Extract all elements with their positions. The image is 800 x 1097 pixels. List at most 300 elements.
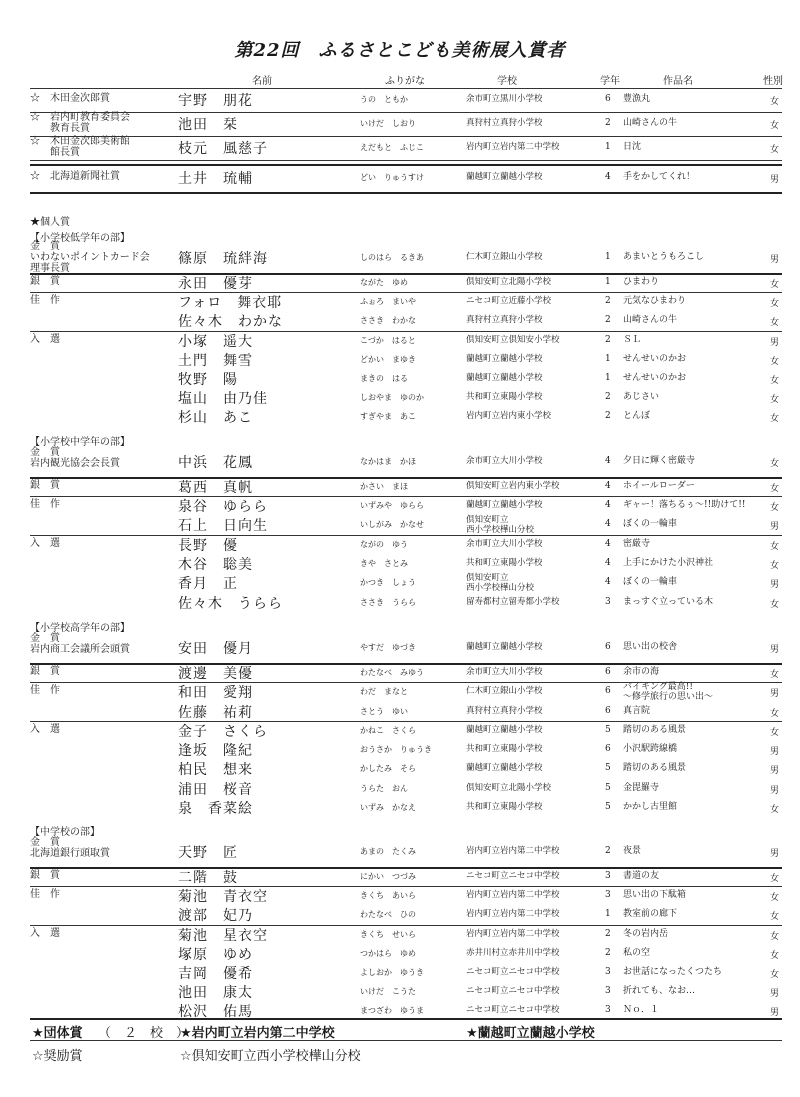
grade: 4 xyxy=(605,455,611,466)
winner-name: 木谷 聡美 xyxy=(178,557,253,574)
school-name: 共和町立東陽小学校 xyxy=(466,744,543,755)
table-row xyxy=(30,682,782,702)
table-row xyxy=(30,243,782,273)
table-row xyxy=(30,593,782,612)
winner-name: 逢坂 隆紀 xyxy=(178,743,253,760)
winner-furigana: いけだ しおり xyxy=(360,119,416,128)
sex: 女 xyxy=(770,395,780,406)
header-school: 学校 xyxy=(497,76,517,87)
header-work: 作品名 xyxy=(663,76,693,87)
work-title: 元気なひまわり xyxy=(623,296,687,307)
table-row xyxy=(30,702,782,721)
grade: 1 xyxy=(605,252,611,262)
sex: 男 xyxy=(770,747,780,758)
row-divider xyxy=(30,682,782,683)
table-row xyxy=(30,798,782,817)
school-name: 共和町立東陽小学校 xyxy=(466,392,543,403)
grade: 6 xyxy=(605,641,611,652)
award-label: 入 選 xyxy=(30,724,60,735)
work-title: 教室前の廊下 xyxy=(623,909,678,920)
school-name: 岩内町立岩内第二中学校 xyxy=(466,928,560,939)
work-title: あまいとうもろこし xyxy=(623,252,705,262)
table-row xyxy=(30,407,782,426)
work-title: ギャー！落ちるぅ～!!助けて!! xyxy=(623,499,746,510)
winner-furigana: うらた おん xyxy=(360,783,408,793)
school-name: 余市町立大川小学校 xyxy=(466,455,543,466)
winner-furigana: つかはら ゆめ xyxy=(360,948,416,958)
grade: 4 xyxy=(605,172,611,182)
award-label: 佳 作 xyxy=(30,684,60,696)
work-title: 踏切のある風景 xyxy=(623,763,687,774)
winner-furigana: あまの たくみ xyxy=(360,847,416,856)
row-divider xyxy=(30,88,782,89)
table-row xyxy=(30,496,782,515)
winner-name: フォロ 舞衣耶 xyxy=(178,295,283,312)
winner-furigana: うの ともか xyxy=(360,95,408,104)
work-title: 山崎さんの牛 xyxy=(623,118,678,128)
winner-name: 和田 愛翔 xyxy=(178,684,253,701)
winner-name: 佐藤 祐莉 xyxy=(178,704,253,721)
school-name: 倶知安町立倶知安小学校 xyxy=(466,334,560,345)
school-name: 岩内町立岩内第二中学校 xyxy=(466,909,560,920)
school-name: 仁木町立銀山小学校 xyxy=(466,685,543,696)
winner-name: 佐々木 わかな xyxy=(178,314,283,331)
sex: 女 xyxy=(770,912,780,923)
award-label: 金 賞 いわないポイントカード会 理事長賞 xyxy=(30,241,150,274)
sex: 男 xyxy=(770,785,780,796)
group-award-school-2: ★蘭越町立蘭越小学校 xyxy=(466,1026,595,1041)
row-divider xyxy=(30,292,782,293)
sex: 男 xyxy=(770,175,780,185)
winner-furigana: きくち あいら xyxy=(360,891,416,901)
winner-furigana: きくち せいら xyxy=(360,929,416,939)
school-name: 真狩村立真狩小学校 xyxy=(466,118,543,128)
table-row xyxy=(30,721,782,740)
table-row xyxy=(30,311,782,330)
grade: 5 xyxy=(605,801,611,812)
table-row xyxy=(30,515,782,535)
table-row xyxy=(30,350,782,369)
school-name: ニセコ町立ニセコ中学校 xyxy=(466,967,560,977)
group-award-label: ★団体賞 xyxy=(32,1026,83,1041)
sex: 女 xyxy=(770,874,780,884)
sex: 男 xyxy=(770,255,780,265)
winner-name: 菊池 青衣空 xyxy=(178,889,268,906)
school-name: 倶知安町立北陽小学校 xyxy=(466,277,552,287)
row-divider xyxy=(30,477,782,479)
winner-furigana: ながの ゆう xyxy=(360,540,408,549)
winner-furigana: しおやま ゆのか xyxy=(360,393,424,403)
sex: 女 xyxy=(770,561,780,572)
table-row xyxy=(30,136,782,160)
winner-furigana: いけだ こうた xyxy=(360,987,416,997)
school-name: 岩内町立岩内第二中学校 xyxy=(466,890,560,901)
table-row xyxy=(30,331,782,350)
work-title: ホイールローダー xyxy=(623,480,695,491)
grade: 3 xyxy=(605,597,611,608)
award-label: 金 賞 岩内観光協会会長賞 xyxy=(30,446,120,469)
work-title: 思い出の下駄箱 xyxy=(623,890,687,901)
row-divider xyxy=(30,867,782,869)
work-title: まっすぐ立っている木 xyxy=(623,597,714,608)
winner-furigana: かねこ さくら xyxy=(360,726,416,735)
grade: 6 xyxy=(605,744,611,755)
winner-name: 香月 正 xyxy=(178,576,238,593)
sex: 女 xyxy=(770,356,780,367)
school-name: 真狩村立真狩小学校 xyxy=(466,705,543,716)
sex: 男 xyxy=(770,580,780,591)
sex: 女 xyxy=(770,970,780,980)
winner-furigana: いずみ かなえ xyxy=(360,802,416,812)
award-label: 入 選 xyxy=(30,927,60,939)
row-divider xyxy=(30,160,782,161)
grade: 3 xyxy=(605,871,611,881)
grade: 5 xyxy=(605,763,611,774)
sex: 男 xyxy=(770,337,780,348)
work-title: 夜景 xyxy=(623,846,642,856)
winner-furigana: すぎやま あこ xyxy=(360,412,416,422)
work-title: 日沈 xyxy=(623,142,642,152)
sex: 女 xyxy=(770,299,780,310)
school-name: ニセコ町立ニセコ中学校 xyxy=(466,871,560,881)
grade: 2 xyxy=(605,947,611,958)
award-label: ☆ 北海道新聞社賞 xyxy=(30,171,120,182)
winner-name: 枝元 風慈子 xyxy=(178,141,268,157)
grade: 4 xyxy=(605,539,611,549)
school-name: 倶知安町立 西小学校樺山分校 xyxy=(466,515,535,535)
sex: 男 xyxy=(770,989,780,1000)
sex: 女 xyxy=(770,376,780,386)
work-title: ぼくの一輪車 xyxy=(623,577,678,588)
winner-furigana: ささき わかな xyxy=(360,316,416,326)
award-label: 入 選 xyxy=(30,538,60,549)
winner-furigana: しのはら るきあ xyxy=(360,253,424,262)
school-name: 倶知安町立北陽小学校 xyxy=(466,782,552,793)
winner-furigana: いずみや ゆらら xyxy=(360,500,424,510)
sex: 女 xyxy=(770,318,780,329)
school-name: 岩内町立岩内東小学校 xyxy=(466,411,552,422)
school-name: 余市町立黒川小学校 xyxy=(466,94,543,104)
row-divider xyxy=(30,1018,782,1020)
table-row xyxy=(30,982,782,1001)
sex: 女 xyxy=(770,280,780,290)
sex: 男 xyxy=(770,1008,780,1019)
winner-name: 牧野 陽 xyxy=(178,372,238,388)
winner-furigana: まつざわ ゆうま xyxy=(360,1006,424,1016)
grade: 6 xyxy=(605,705,611,716)
work-title: ひまわり xyxy=(623,277,660,287)
school-name: 共和町立東陽小学校 xyxy=(466,801,543,812)
award-label: 銀 賞 xyxy=(30,665,60,677)
section-heading: 【小学校高学年の部】 xyxy=(30,622,130,634)
grade: 3 xyxy=(605,890,611,901)
table-row xyxy=(30,663,782,682)
table-row xyxy=(30,535,782,554)
winner-name: 塩山 由乃佳 xyxy=(178,391,268,408)
grade: 2 xyxy=(605,928,611,939)
row-divider xyxy=(30,663,782,665)
sex: 男 xyxy=(770,849,780,859)
sex: 女 xyxy=(770,950,780,961)
school-name: 余市町立大川小学校 xyxy=(466,666,543,677)
row-divider xyxy=(30,136,782,137)
award-label: ☆ 岩内町教育委員会 教育長賞 xyxy=(30,112,130,134)
sex: 女 xyxy=(770,483,780,494)
work-title: 夕日に輝く密厳寺 xyxy=(623,455,696,466)
award-label: 金 賞 岩内商工会議所会頭賞 xyxy=(30,632,130,655)
sex: 男 xyxy=(770,688,780,699)
winner-furigana: かさい まほ xyxy=(360,481,408,491)
work-title: 上手にかけた小沢神社 xyxy=(623,558,714,569)
grade: 1 xyxy=(605,142,611,152)
winner-name: 長野 優 xyxy=(178,538,238,554)
grade: 2 xyxy=(605,846,611,856)
school-name: ニセコ町立ニセコ中学校 xyxy=(466,986,560,997)
sex: 女 xyxy=(770,542,780,552)
work-title: 山崎さんの牛 xyxy=(623,315,678,326)
work-title: 手をかしてくれ！ xyxy=(623,172,696,182)
winner-name: 小塚 遥大 xyxy=(178,333,253,350)
sex: 女 xyxy=(770,600,780,611)
school-name: ニセコ町立近藤小学校 xyxy=(466,296,552,307)
page-title: 第22回 ふるさとこども美術展入賞者 xyxy=(234,40,566,61)
school-name: 真狩村立真狩小学校 xyxy=(466,315,543,326)
winner-furigana: わたなべ みゆう xyxy=(360,667,424,677)
table-row xyxy=(30,837,782,867)
table-row xyxy=(30,633,782,663)
school-name: 仁木町立銀山小学校 xyxy=(466,252,543,262)
table-row xyxy=(30,273,782,292)
work-title: 真言院 xyxy=(623,705,651,716)
encouragement-school: ☆倶知安町立西小学校樺山分校 xyxy=(180,1049,361,1064)
table-row xyxy=(30,292,782,311)
table-row xyxy=(30,369,782,388)
work-title: 書道の友 xyxy=(623,871,660,881)
sex: 女 xyxy=(770,502,780,513)
school-name: 蘭越町立蘭越小学校 xyxy=(466,373,543,383)
header-name: 名前 xyxy=(252,76,272,87)
work-title: 冬の岩内岳 xyxy=(623,928,669,939)
winner-name: 土井 琉輔 xyxy=(178,171,253,187)
grade: 1 xyxy=(605,373,611,383)
work-title: せんせいのかお xyxy=(623,353,687,364)
work-title: 折れても、なお… xyxy=(623,986,696,997)
winner-furigana: なかはま かほ xyxy=(360,456,416,466)
school-name: 蘭越町立蘭越小学校 xyxy=(466,763,543,774)
winner-name: 塚原 ゆめ xyxy=(178,946,253,963)
winner-furigana: どい りゅうすけ xyxy=(360,173,424,182)
sex: 女 xyxy=(770,804,780,815)
school-name: 余市町立大川小学校 xyxy=(466,539,543,549)
grade: 4 xyxy=(605,480,611,491)
winner-furigana: まきの はる xyxy=(360,374,408,383)
grade: 5 xyxy=(605,782,611,793)
grade: 2 xyxy=(605,315,611,326)
row-divider xyxy=(30,192,782,194)
grade: 1 xyxy=(605,909,611,920)
sex: 女 xyxy=(770,121,780,131)
table-row xyxy=(30,112,782,136)
sex: 女 xyxy=(770,893,780,904)
winner-furigana: わたなべ ひの xyxy=(360,910,416,920)
work-title: 私の空 xyxy=(623,947,651,958)
grade: 5 xyxy=(605,725,611,735)
table-row xyxy=(30,886,782,905)
winner-name: 渡邊 美優 xyxy=(178,665,253,682)
table-row xyxy=(30,759,782,778)
winner-name: 佐々木 うらら xyxy=(178,596,283,613)
winner-name: 石上 日向生 xyxy=(178,518,268,534)
winner-furigana: きや さとみ xyxy=(360,559,408,569)
table-row xyxy=(30,925,782,944)
work-title: 密厳寺 xyxy=(623,539,651,549)
school-name: 蘭越町立蘭越小学校 xyxy=(466,641,543,652)
school-name: 留寿都村立留寿都小学校 xyxy=(466,597,560,608)
row-divider xyxy=(30,886,782,887)
school-name: 蘭越町立蘭越小学校 xyxy=(466,499,543,510)
grade: 2 xyxy=(605,296,611,307)
row-divider xyxy=(30,535,782,536)
grade: 4 xyxy=(605,558,611,569)
winner-furigana: にかい つづみ xyxy=(360,872,416,881)
grade: 2 xyxy=(605,411,611,422)
grade: 2 xyxy=(605,392,611,403)
sex: 女 xyxy=(770,97,780,107)
winner-name: 泉谷 ゆらら xyxy=(178,498,268,515)
work-title: Ｎｏ．１ xyxy=(623,1005,660,1016)
grade: 4 xyxy=(605,577,611,588)
award-label: 銀 賞 xyxy=(30,276,60,287)
work-title: 金毘羅寺 xyxy=(623,782,660,793)
winner-furigana: こづか はると xyxy=(360,335,416,345)
winner-name: 土門 舞雪 xyxy=(178,352,253,369)
school-name: 倶知安町立 西小学校樺山分校 xyxy=(466,573,535,594)
winner-name: 渡部 妃乃 xyxy=(178,908,253,925)
winner-name: 柏民 想来 xyxy=(178,762,253,779)
winner-furigana: ささき うらら xyxy=(360,598,416,608)
work-title: 思い出の校舎 xyxy=(623,641,678,652)
winner-name: 吉岡 優希 xyxy=(178,966,253,982)
school-name: ニセコ町立ニセコ中学校 xyxy=(466,1005,560,1016)
winner-name: 池田 栞 xyxy=(178,117,238,133)
work-title: あじさい xyxy=(623,392,660,403)
work-title: ぼくの一輪車 xyxy=(623,519,678,529)
table-row xyxy=(30,554,782,573)
work-title: 小沢駅跨線橋 xyxy=(623,744,678,755)
winner-furigana: ふぉろ まいや xyxy=(360,297,416,307)
award-label: 佳 作 xyxy=(30,889,60,901)
grade: 6 xyxy=(605,685,611,696)
winner-furigana: どかい まゆき xyxy=(360,354,416,364)
sex: 男 xyxy=(770,522,780,532)
section-heading: 【小学校低学年の部】 xyxy=(30,233,130,244)
row-divider xyxy=(30,721,782,722)
table-row xyxy=(30,867,782,886)
school-name: 岩内町立岩内第二中学校 xyxy=(466,142,560,152)
school-name: 共和町立東陽小学校 xyxy=(466,558,543,569)
table-row xyxy=(30,388,782,407)
header-grade: 学年 xyxy=(600,76,620,87)
winner-name: 泉 香菜絵 xyxy=(178,800,253,817)
winner-furigana: かしたみ そら xyxy=(360,764,416,774)
grade: 3 xyxy=(605,1005,611,1016)
row-divider xyxy=(30,112,782,113)
grade: 1 xyxy=(605,277,611,287)
sex: 女 xyxy=(770,145,780,155)
winner-name: 金子 さくら xyxy=(178,724,268,740)
work-title: お世話になったくつたち xyxy=(623,967,723,977)
winner-name: 池田 康太 xyxy=(178,985,253,1002)
school-name: 岩内町立岩内第二中学校 xyxy=(466,846,560,856)
work-title: とんぼ xyxy=(623,411,651,422)
row-divider xyxy=(30,164,782,166)
award-label: 入 選 xyxy=(30,333,60,345)
winner-name: 葛西 真帆 xyxy=(178,479,253,496)
winner-furigana: やすだ ゆづき xyxy=(360,642,416,652)
work-title: 余市の海 xyxy=(623,666,660,677)
table-row xyxy=(30,447,782,477)
winner-furigana: おうさか りゅうき xyxy=(360,745,432,755)
winner-furigana: かつき しょう xyxy=(360,578,416,588)
grade: 4 xyxy=(605,519,611,529)
winner-name: 菊池 星衣空 xyxy=(178,927,268,944)
winner-name: 安田 優月 xyxy=(178,640,253,657)
winner-furigana: よしおか ゆうき xyxy=(360,968,424,977)
sex: 女 xyxy=(770,728,780,738)
school-name: 蘭越町立蘭越小学校 xyxy=(466,725,543,735)
table-row xyxy=(30,963,782,982)
table-row xyxy=(30,164,782,192)
award-label: 金 賞 北海道銀行頭取賞 xyxy=(30,837,110,859)
section-heading: 【小学校中学年の部】 xyxy=(30,436,130,448)
sex: 男 xyxy=(770,766,780,777)
school-name: 赤井川村立赤井川中学校 xyxy=(466,947,560,958)
table-row xyxy=(30,944,782,963)
section-heading: ★個人賞 xyxy=(30,217,70,228)
table-row xyxy=(30,573,782,593)
grade: 6 xyxy=(605,666,611,677)
work-title: バイキング最高!! ～修学旅行の思い出～ xyxy=(623,681,714,702)
winner-furigana: さとう ゆい xyxy=(360,706,408,716)
award-label: 佳 作 xyxy=(30,295,60,307)
row-divider xyxy=(30,331,782,332)
award-label: 銀 賞 xyxy=(30,479,60,491)
award-label: 佳 作 xyxy=(30,498,60,510)
encouragement-label: ☆奨励賞 xyxy=(32,1049,83,1064)
header-furigana: ふりがな xyxy=(385,76,425,87)
winner-name: 天野 匠 xyxy=(178,845,238,861)
school-name: 蘭越町立蘭越小学校 xyxy=(466,172,543,182)
header-sex: 性別 xyxy=(763,76,783,87)
table-row xyxy=(30,740,782,759)
row-divider xyxy=(30,496,782,497)
grade: 1 xyxy=(605,353,611,364)
work-title: 踏切のある風景 xyxy=(623,725,687,735)
winner-name: 中浜 花鳳 xyxy=(178,454,253,471)
sex: 女 xyxy=(770,458,780,469)
winner-name: 宇野 朋花 xyxy=(178,93,253,109)
grade: 2 xyxy=(605,118,611,128)
winner-furigana: ながた ゆめ xyxy=(360,278,408,287)
work-title: せんせいのかお xyxy=(623,373,687,383)
sex: 女 xyxy=(770,414,780,425)
group-award-count: （ ２ 校 ） xyxy=(98,1026,190,1041)
work-title: 豊漁丸 xyxy=(623,94,651,104)
row-divider xyxy=(30,273,782,275)
row-divider xyxy=(30,925,782,926)
winner-furigana: えだもと ふじこ xyxy=(360,143,424,152)
sex: 男 xyxy=(770,644,780,655)
